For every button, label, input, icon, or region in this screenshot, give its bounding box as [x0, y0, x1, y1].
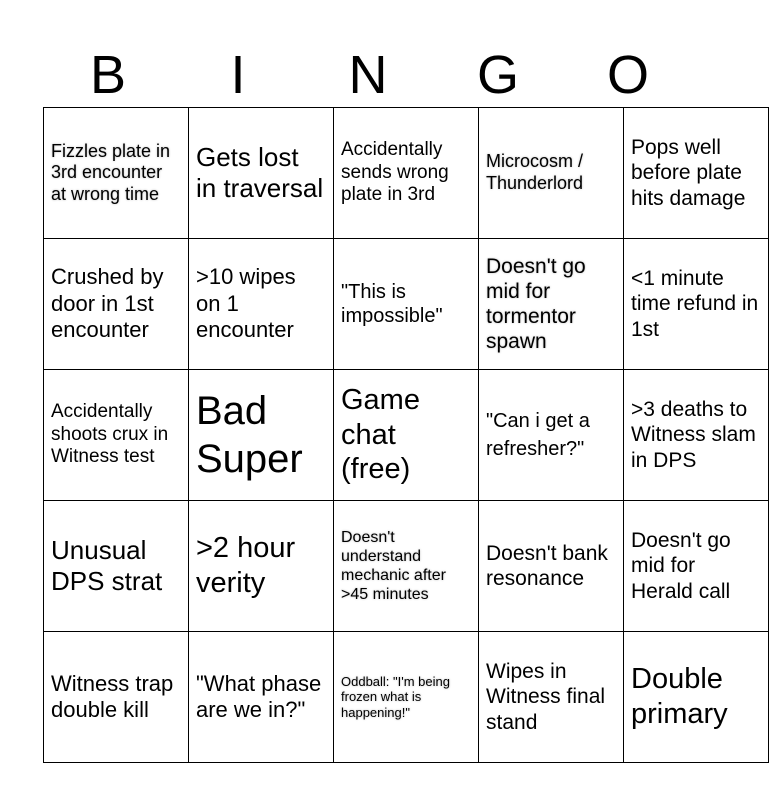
bingo-cell[interactable]: Fizzles plate in 3rd encounter at wrong time	[44, 108, 189, 239]
bingo-cell[interactable]: Witness trap double kill	[44, 632, 189, 763]
bingo-cell[interactable]: Doesn't bank resonance	[479, 501, 624, 632]
bingo-cell[interactable]: Oddball: "I'm being frozen what is happening!"	[334, 632, 479, 763]
bingo-cell[interactable]: Crushed by door in 1st encounter	[44, 239, 189, 370]
bingo-cell[interactable]: "Can i get a refresher?"	[479, 370, 624, 501]
bingo-cell[interactable]: Gets lost in traversal	[189, 108, 334, 239]
bingo-cell[interactable]: Game chat (free)	[334, 370, 479, 501]
bingo-cell[interactable]: Double primary	[624, 632, 769, 763]
bingo-row-5	[44, 632, 769, 763]
bingo-cell[interactable]: Doesn't go mid for tormentor spawn	[479, 239, 624, 370]
bingo-cell[interactable]: Wipes in Witness final stand	[479, 632, 624, 763]
header-letter-g: G	[476, 45, 519, 105]
bingo-cell[interactable]: "What phase are we in?"	[189, 632, 334, 763]
bingo-cell[interactable]: Accidentally sends wrong plate in 3rd	[334, 108, 479, 239]
bingo-row-1	[44, 108, 769, 239]
header-letter-n: N	[348, 45, 388, 105]
bingo-cell[interactable]: >2 hour verity	[189, 501, 334, 632]
bingo-cell[interactable]: Microcosm / Thunderlord	[479, 108, 624, 239]
bingo-row-2	[44, 239, 769, 370]
bingo-cell[interactable]: <1 minute time refund in 1st	[624, 239, 769, 370]
bingo-card	[43, 107, 769, 763]
bingo-cell[interactable]: Accidentally shoots crux in Witness test	[44, 370, 189, 501]
header-letter-b: B	[89, 45, 127, 105]
bingo-cell[interactable]: Pops well before plate hits damage	[624, 108, 769, 239]
bingo-row-3	[44, 370, 769, 501]
header-letter-o: O	[606, 45, 649, 105]
bingo-header	[43, 44, 693, 106]
bingo-cell[interactable]: Unusual DPS strat	[44, 501, 189, 632]
bingo-cell[interactable]: Doesn't go mid for Herald call	[624, 501, 769, 632]
header-letter-i: I	[230, 45, 246, 105]
bingo-cell[interactable]: >3 deaths to Witness slam in DPS	[624, 370, 769, 501]
bingo-row-4	[44, 501, 769, 632]
bingo-cell[interactable]: Doesn't understand mechanic after >45 minutes	[334, 501, 479, 632]
bingo-cell[interactable]: "This is impossible"	[334, 239, 479, 370]
bingo-cell[interactable]: Bad Super	[189, 370, 334, 501]
bingo-cell[interactable]: >10 wipes on 1 encounter	[189, 239, 334, 370]
